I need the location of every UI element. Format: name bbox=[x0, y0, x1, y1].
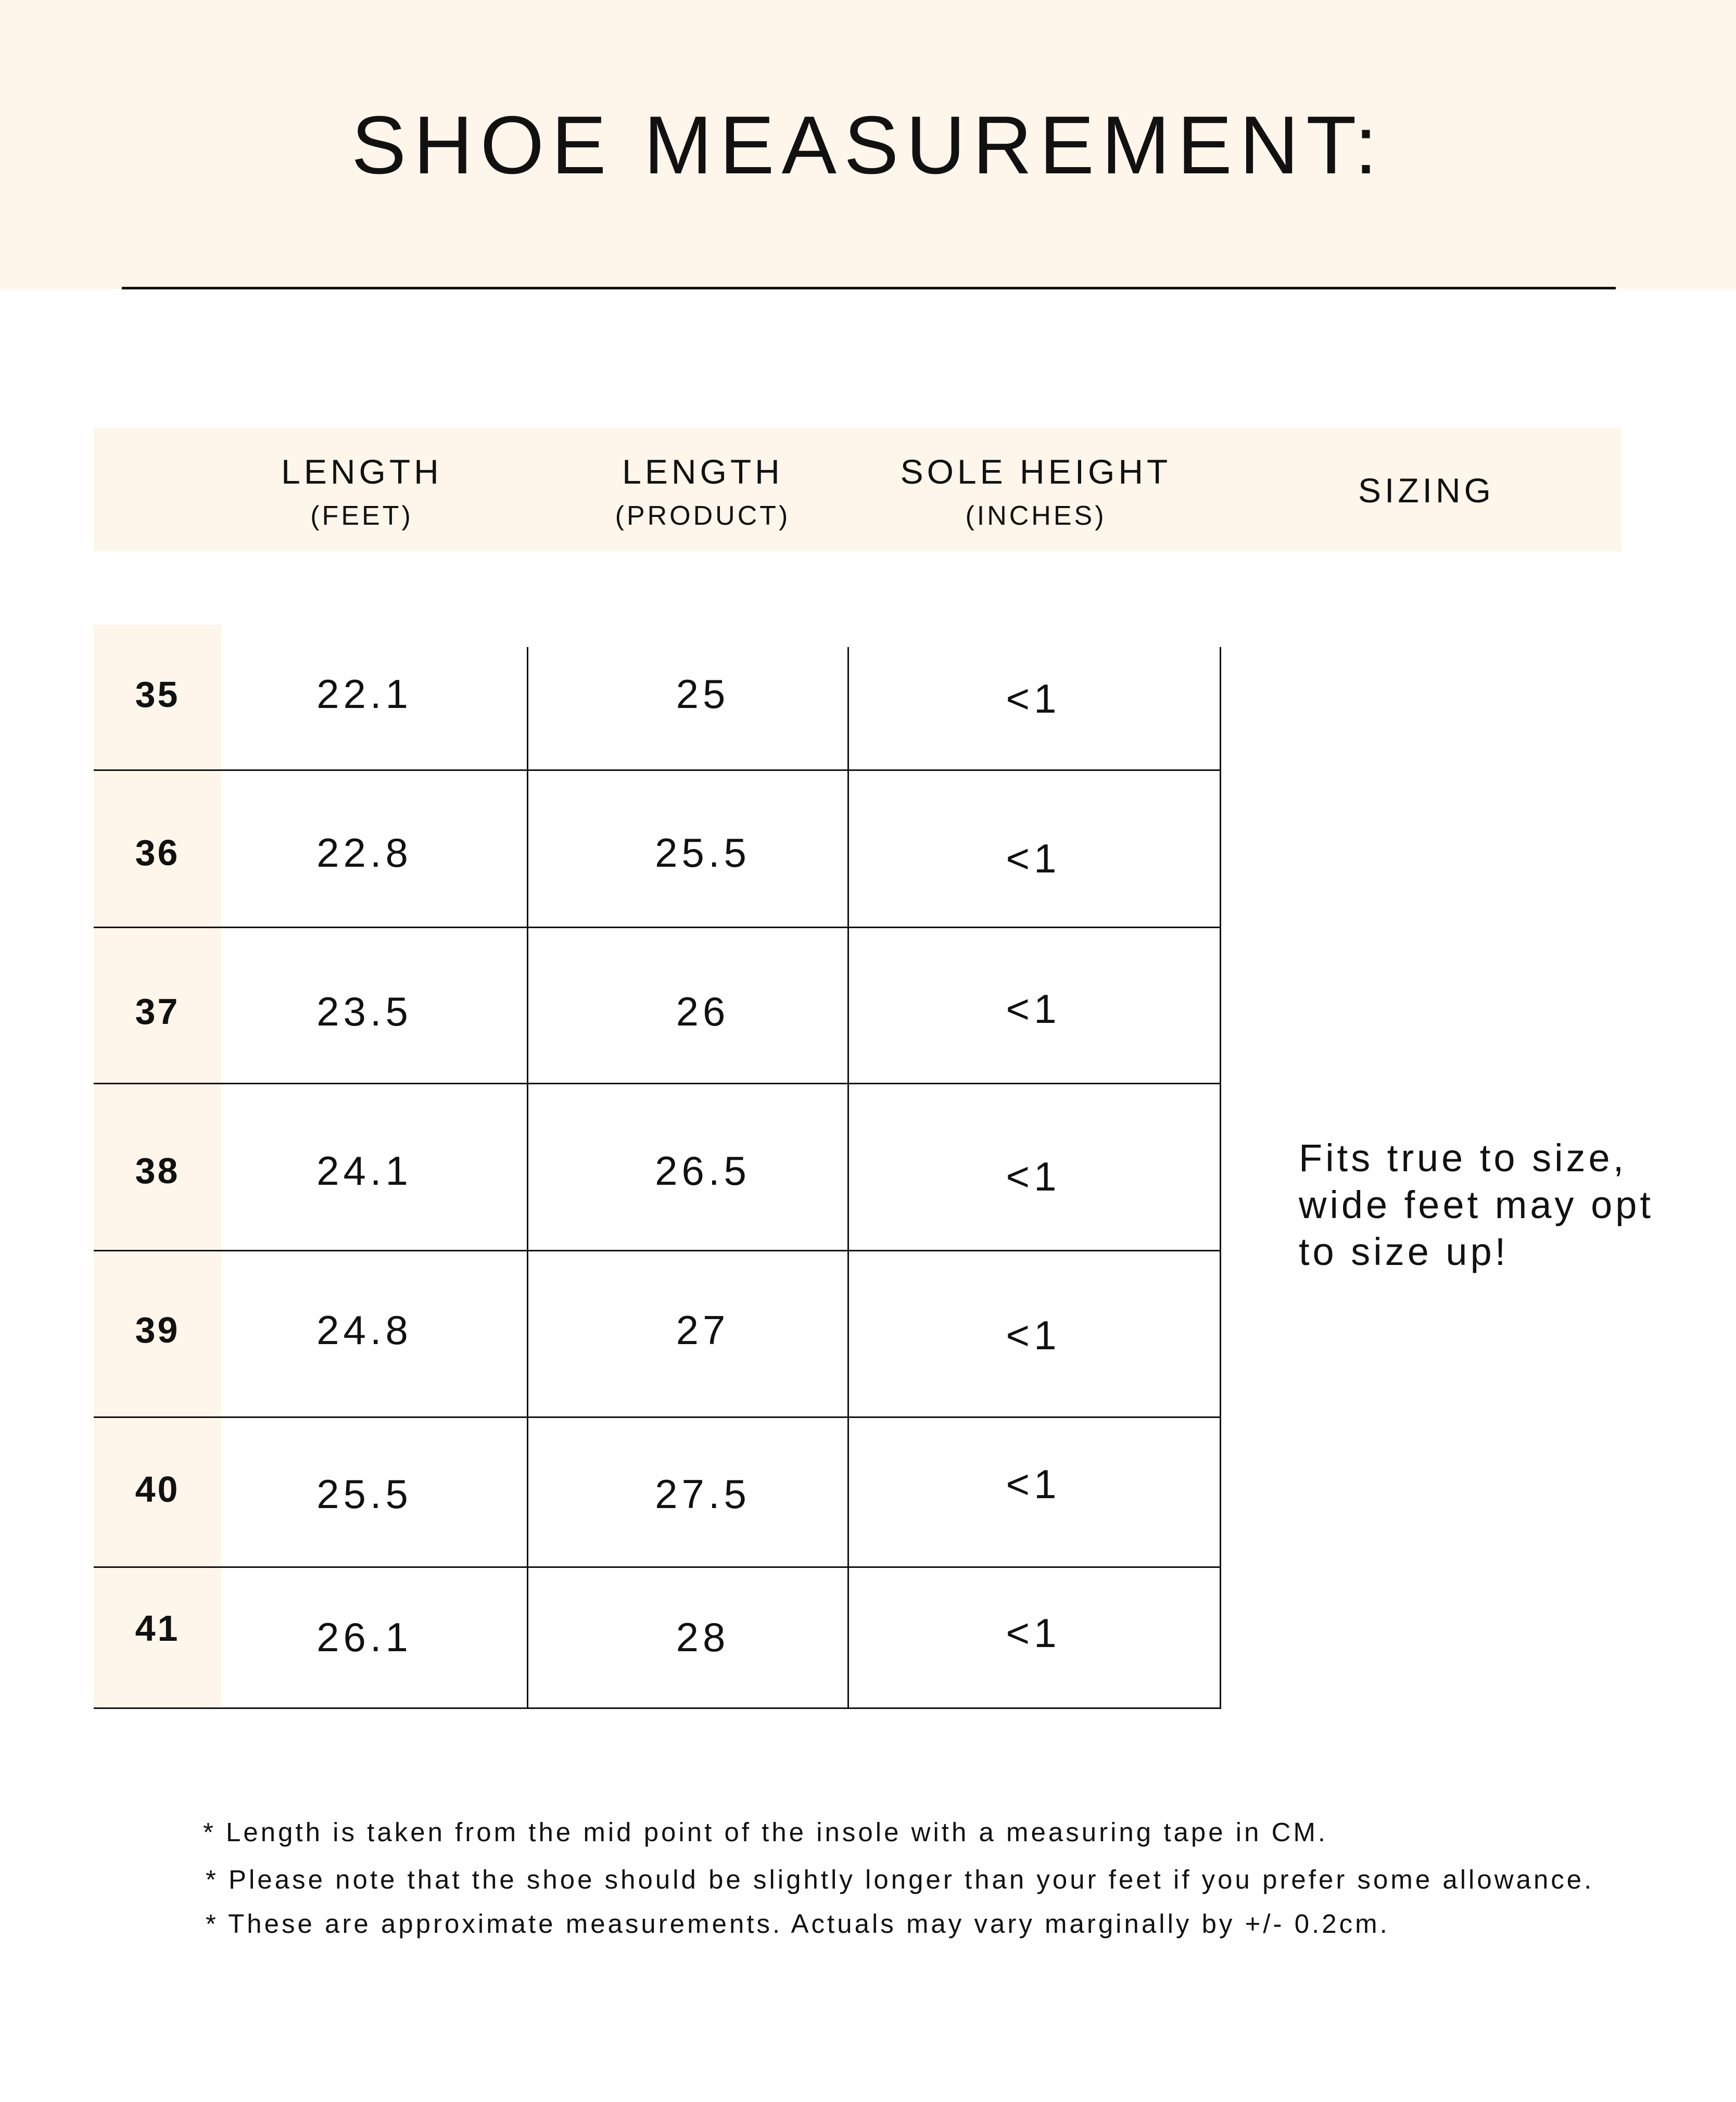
sole-height-cell: <1 bbox=[1006, 676, 1061, 721]
column-header-label: SOLE HEIGHT bbox=[900, 452, 1172, 491]
sizing-note-line: Fits true to size, bbox=[1299, 1136, 1627, 1180]
length-feet-cell: 22.8 bbox=[316, 830, 412, 876]
size-label: 36 bbox=[135, 832, 180, 873]
grid-line-horizontal bbox=[94, 1416, 1221, 1418]
grid-line-vertical bbox=[1220, 647, 1221, 1707]
footnote-approximate: * These are approximate measurements. Actuals may vary marginally by +/- 0.2cm. bbox=[206, 1909, 1390, 1939]
length-product-cell: 26 bbox=[676, 989, 730, 1034]
size-label: 35 bbox=[135, 674, 180, 715]
length-product-cell: 27.5 bbox=[655, 1471, 751, 1517]
grid-line-horizontal bbox=[94, 769, 1221, 771]
sole-height-cell: <1 bbox=[1006, 986, 1061, 1032]
size-label: 40 bbox=[135, 1469, 180, 1510]
column-header-length-feet bbox=[206, 454, 518, 529]
column-header-sublabel: (FEET) bbox=[310, 501, 413, 531]
length-product-cell: 27 bbox=[676, 1307, 730, 1353]
sizing-note-line: wide feet may opt bbox=[1299, 1183, 1654, 1226]
column-header-label: LENGTH bbox=[622, 452, 783, 491]
size-label: 39 bbox=[135, 1310, 180, 1350]
grid-line-horizontal bbox=[94, 1566, 1221, 1568]
column-header-label: SIZING bbox=[1358, 471, 1494, 510]
size-label: 38 bbox=[135, 1150, 180, 1191]
footnote-allowance: * Please note that the shoe should be slightly longer than your feet if you prefer some allowance. bbox=[206, 1865, 1594, 1894]
length-feet-cell: 22.1 bbox=[316, 671, 412, 717]
length-feet-cell: 23.5 bbox=[316, 989, 412, 1034]
sole-height-cell: <1 bbox=[1006, 1461, 1061, 1507]
sole-height-cell: <1 bbox=[1006, 1312, 1061, 1358]
sizing-note bbox=[1299, 1135, 1715, 1275]
size-label: 41 bbox=[135, 1608, 180, 1649]
length-feet-cell: 24.1 bbox=[316, 1148, 412, 1194]
grid-line-horizontal bbox=[94, 1083, 1221, 1084]
grid-line-horizontal bbox=[94, 1707, 1221, 1709]
title-divider bbox=[122, 287, 1616, 289]
sole-height-cell: <1 bbox=[1006, 1154, 1061, 1199]
length-feet-cell: 24.8 bbox=[316, 1307, 412, 1353]
column-header-length-product bbox=[547, 454, 859, 529]
column-header-sizing bbox=[1270, 473, 1582, 508]
sole-height-cell: <1 bbox=[1006, 1610, 1061, 1656]
grid-line-vertical bbox=[527, 647, 528, 1707]
length-product-cell: 28 bbox=[676, 1614, 730, 1660]
length-product-cell: 26.5 bbox=[655, 1148, 751, 1194]
sizing-note-line: to size up! bbox=[1299, 1230, 1509, 1273]
column-header-label: LENGTH bbox=[281, 452, 442, 491]
size-label: 37 bbox=[135, 991, 180, 1032]
column-header-sublabel: (PRODUCT) bbox=[615, 501, 791, 531]
grid-line-horizontal bbox=[94, 1250, 1221, 1251]
length-feet-cell: 26.1 bbox=[316, 1614, 412, 1660]
grid-line-horizontal bbox=[94, 927, 1221, 928]
length-product-cell: 25.5 bbox=[655, 830, 751, 876]
sole-height-cell: <1 bbox=[1006, 835, 1061, 881]
length-feet-cell: 25.5 bbox=[316, 1471, 412, 1517]
footnote-measuring: * Length is taken from the mid point of the insole with a measuring tape in CM. bbox=[203, 1817, 1328, 1847]
page-title: SHOE MEASUREMENT: bbox=[351, 99, 1385, 191]
column-header-sole-height bbox=[880, 454, 1192, 529]
column-header-sublabel: (INCHES) bbox=[965, 501, 1107, 531]
length-product-cell: 25 bbox=[676, 671, 730, 717]
